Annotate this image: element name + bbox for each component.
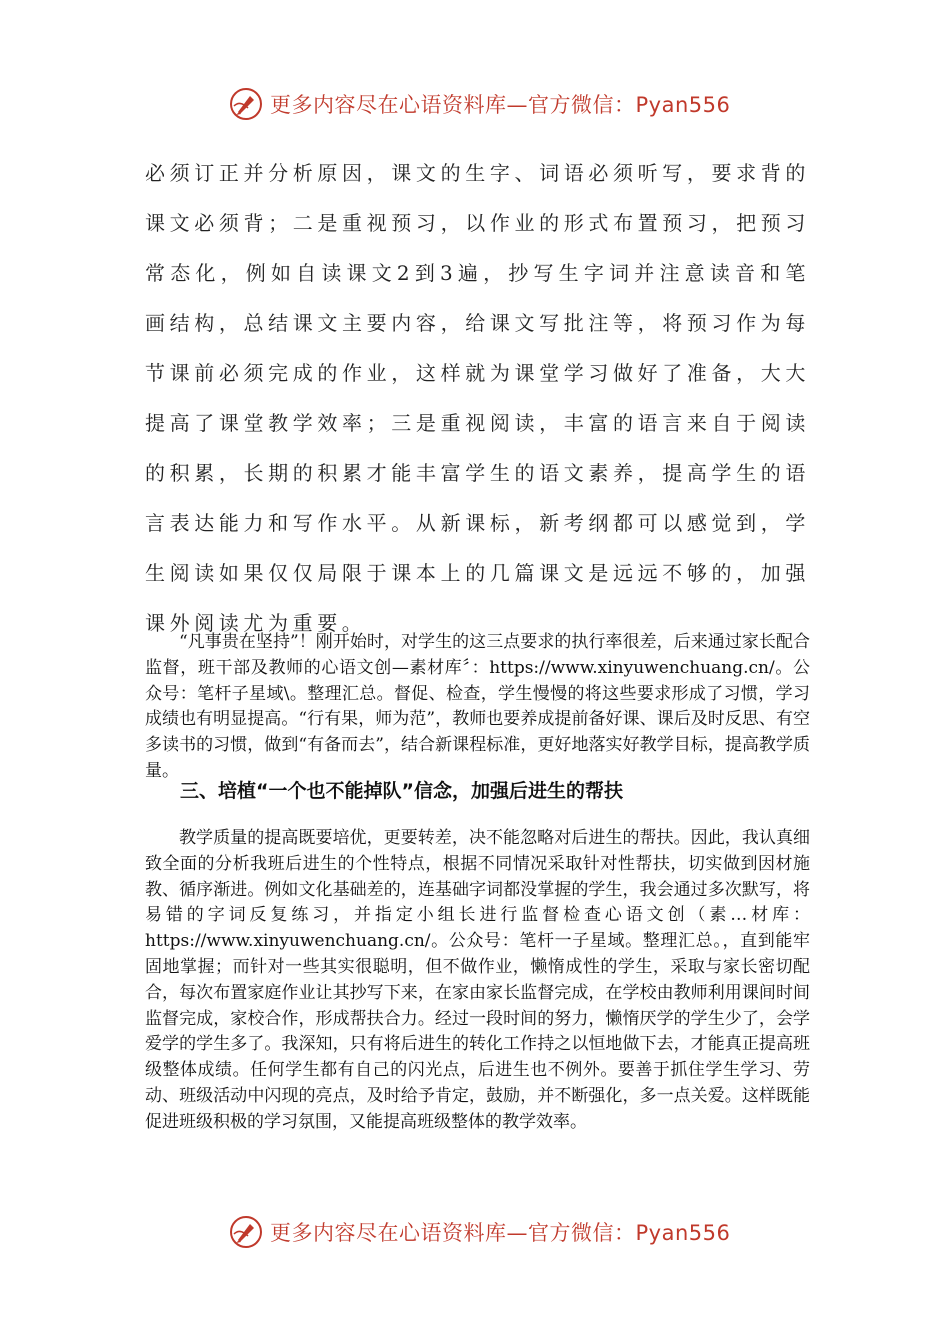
footer-banner-text: 更多内容尽在心语资料库—官方微信：Pyan556 (270, 1221, 731, 1245)
section-heading-3: 三、培植“一个也不能掉队”信念，加强后进生的帮扶 (180, 780, 623, 802)
pen-nib-logo-icon (228, 1214, 264, 1250)
header-banner (228, 84, 748, 124)
body-paragraph-1: 必须订正并分析原因，课文的生字、词语必须听写，要求背的课文必须背；二是重视预习，以作业的形式布置预习，把预习常态化，例如自读课文2到3遍，抄写生字词并注意读音和笔画结构，总结课文主要内容，给课文写批注等，将预习作为每节课前必须完成的作业，这样就为课堂学习做好了准备，大大提高了课堂教学效率；三是重视阅读，丰富的语言来自于阅读的积累，长期的积累才能丰富学生的语文素养，提高学生的语言表达能力和写作水平。从新课标，新考纲都可以感觉到，学生阅读如果仅仅局限于课本上的几篇课文是远远不够的，加强课外阅读尤为重要。 (145, 161, 810, 635)
header-banner-text: 更多内容尽在心语资料库—官方微信：Pyan556 (270, 93, 731, 117)
body-paragraph-3: 教学质量的提高既要培优，更要转差，决不能忽略对后进生的帮扶。因此，我认真细致全面的分析我班后进生的个性特点，根据不同情况采取针对性帮扶，切实做到因材施教、循序渐进。例如文化基础差的，连基础字词都没掌握的学生，我会通过多次默写，将易错的字词反复练习，并指定小组长进行监督检查心语文创（素…材库：https://www.xinyuwenchuang.cn/。公众号：笔杆一子星域。整理汇总。，直到能牢固地掌握；而针对一些其实很聪明，但不做作业，懒惰成性的学生，采取与家长密切配合，每次布置家庭作业让其抄写下来，在家由家长监督完成，在学校由教师利用课间时间监督完成，家校合作，形成帮扶合力。经过一段时间的努力，懒惰厌学的学生少了，会学爱学的学生多了。我深知，只有将后进生的转化工作持之以恒地做下去，才能真正提高班级整体成绩。任何学生都有自己的闪光点，后进生也不例外。要善于抓住学生学习、劳动、班级活动中闪现的亮点，及时给予肯定，鼓励，并不断强化，多一点关爱。这样既能促进班级积极的学习氛围，又能提高班级整体的教学效率。 (145, 828, 810, 1132)
pen-nib-logo-icon (228, 86, 264, 122)
footer-banner (228, 1212, 748, 1252)
body-paragraph-2: “凡事贵在坚持”！刚开始时，对学生的这三点要求的执行率很差，后来通过家长配合监督，班干部及教师的心语文创—素材库〞：https://www.xinyuwenchuang.cn/。公众号：笔杆子星域\。整理汇总。督促、检查，学生慢慢的将这些要求形成了习惯，学习成绩也有明显提高。“行有果，师为范”，教师也要养成提前备好课、课后及时反思、有空多读书的习惯，做到“有备而去”，结合新课程标准，更好地落实好教学目标，提高教学质量。 (145, 632, 810, 781)
